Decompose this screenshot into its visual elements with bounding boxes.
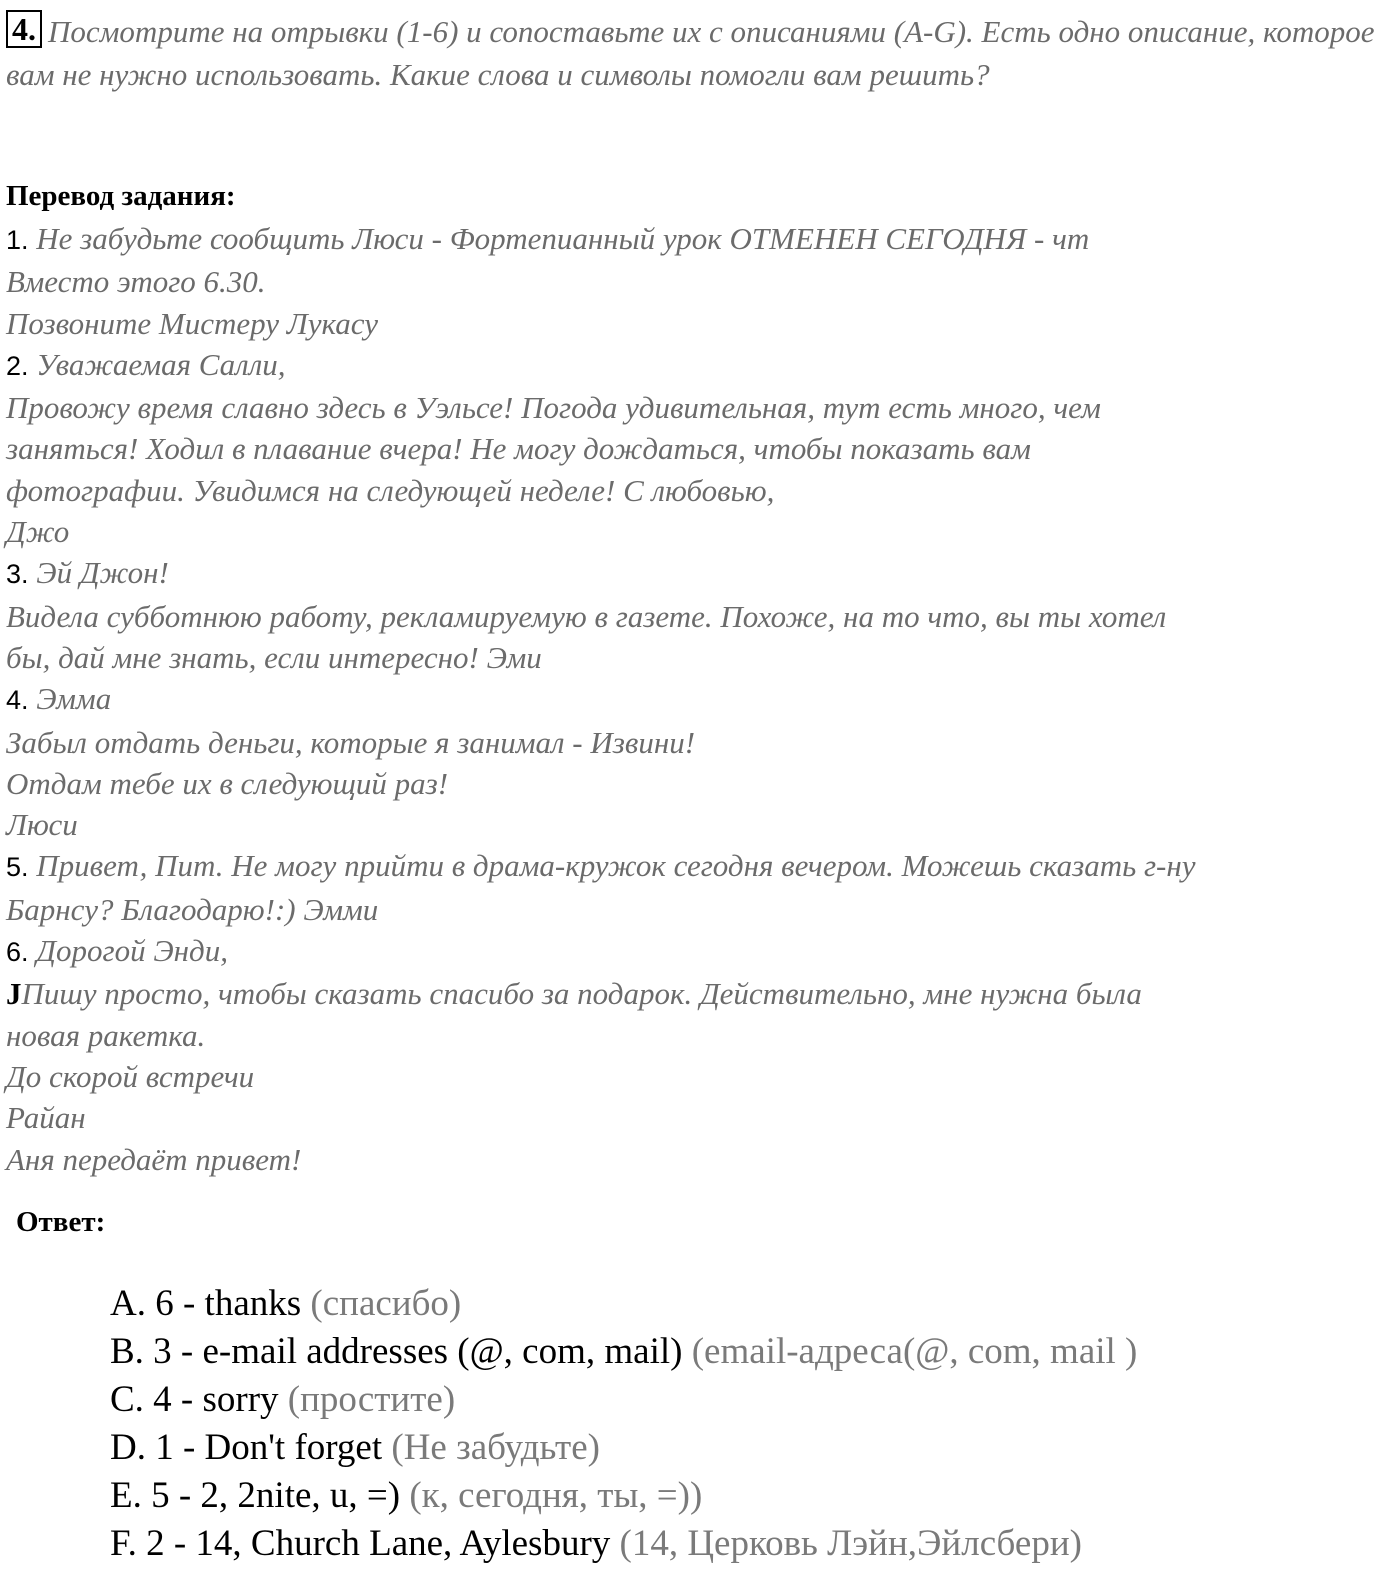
translation-line [6,845,1396,888]
translation-text: Не забудьте сообщить Люси - Фортепианный урок ОТМЕНЕН СЕГОДНЯ - чт [28,221,1090,256]
translation-text: Вместо этого 6.30. [6,264,266,300]
translation-line [6,1015,1396,1056]
translation-text: Провожу время славно здесь в Уэльсе! Погода удивительная, тут есть много, чем [6,390,1101,426]
answer-heading: Ответ: [16,1206,106,1238]
translation-text: Уважаемая Салли, [28,346,286,382]
translation-text: Забыл отдать деньги, которые я занимал - Извини! [6,724,696,760]
excerpt-number: 5. [6,852,29,883]
translation-text: Барнсу? Благодарю!:) Эмми [6,891,379,927]
excerpt-number: 3. [6,559,29,590]
answer-item [110,1376,1137,1424]
answer-main: C. 4 - sorry [110,1379,288,1420]
translation-text: бы, дай мне знать, если интересно! Эми [6,639,542,675]
translation-text: Видела субботнюю работу, рекламируемую в газете. Похоже, на то что, вы ты хотел [6,598,1167,634]
answer-main: F. 2 - 14, Church Lane, Aylesbury [110,1523,620,1564]
answer-translation: (простите) [287,1379,456,1420]
translation-text: новая ракетка. [6,1017,206,1053]
answer-translation: (к, сегодня, ты, =)) [409,1475,703,1516]
translation-line [6,637,1396,678]
translation-heading: Перевод задания: [6,180,236,212]
translation-line [6,1139,1396,1180]
answer-translation: (Не забудьте) [391,1427,600,1468]
excerpt-number: 4. [6,685,29,716]
excerpt-number: 6. [6,937,29,968]
translation-text: Эй Джон! [28,555,169,591]
translation-line [6,1056,1396,1097]
answer-main: A. 6 - thanks [110,1283,311,1324]
answer-translation: (email-адреса(@, com, mail ) [691,1331,1138,1372]
translation-text: Джо [6,514,70,550]
translation-text: Люси [6,807,78,843]
translation-text: фотографии. Увидимся на следующей неделе! С любовью, [6,472,775,508]
translation-text: Дорогой Энди, [28,933,228,969]
excerpt-number: 2. [6,350,29,381]
translation-text: Привет, Пит. Не могу прийти в драма-кружок сегодня вечером. Можешь сказать г-ну [28,848,1196,884]
answer-main: E. 5 - 2, 2nite, u, =) [110,1475,410,1516]
translation-line [6,804,1396,845]
translation-line [6,218,1396,261]
answer-item [110,1328,1137,1376]
task-instruction [6,10,1391,96]
translation-text: Позвоните Мистеру Лукасу [6,305,379,341]
excerpt-number: J [6,976,22,1012]
translation-line [6,428,1396,469]
translation-line [6,889,1396,930]
translation-line [6,1097,1396,1138]
task-number-box: 4. [6,10,42,48]
translation-text: Пишу просто, чтобы сказать спасибо за подарок. Действительно, мне нужна была [21,976,1142,1012]
translation-block [6,218,1396,1180]
translation-line [6,763,1396,804]
translation-text: Райан [6,1100,86,1136]
translation-text: Аня передаёт привет! [6,1141,302,1177]
translation-line [6,344,1396,387]
translation-line [6,596,1396,637]
translation-line [6,387,1396,428]
translation-text: заняться! Ходил в плавание вчера! Не могу дождаться, чтобы показать вам [6,431,1031,467]
translation-line [6,511,1396,552]
answer-item [110,1280,1137,1328]
translation-line [6,552,1396,595]
translation-text: До скорой встречи [6,1058,255,1094]
translation-line [6,930,1396,973]
answer-item [110,1424,1137,1472]
translation-text: Отдам тебе их в следующий раз! [6,765,449,801]
translation-line [6,261,1396,302]
translation-line [6,303,1396,344]
answer-list [110,1280,1137,1568]
answer-main: D. 1 - Don't forget [110,1427,392,1468]
translation-text: Эмма [28,681,112,717]
translation-line [6,973,1396,1014]
translation-line [6,470,1396,511]
task-text: Посмотрите на отрывки (1-6) и сопоставьте их с описаниями (A-G). Есть одно описание, которое вам не нужно использовать. Какие слова и символы помогли вам решить? [6,14,1375,92]
answer-translation: (14, Церковь Лэйн,Эйлсбери) [619,1523,1082,1564]
answer-item [110,1472,1137,1520]
answer-translation: (спасибо) [310,1283,462,1324]
answer-item [110,1520,1137,1568]
excerpt-number: 1. [6,225,29,255]
answer-main: B. 3 - e-mail addresses (@, com, mail) [110,1331,692,1372]
translation-line [6,678,1396,721]
translation-line [6,722,1396,763]
